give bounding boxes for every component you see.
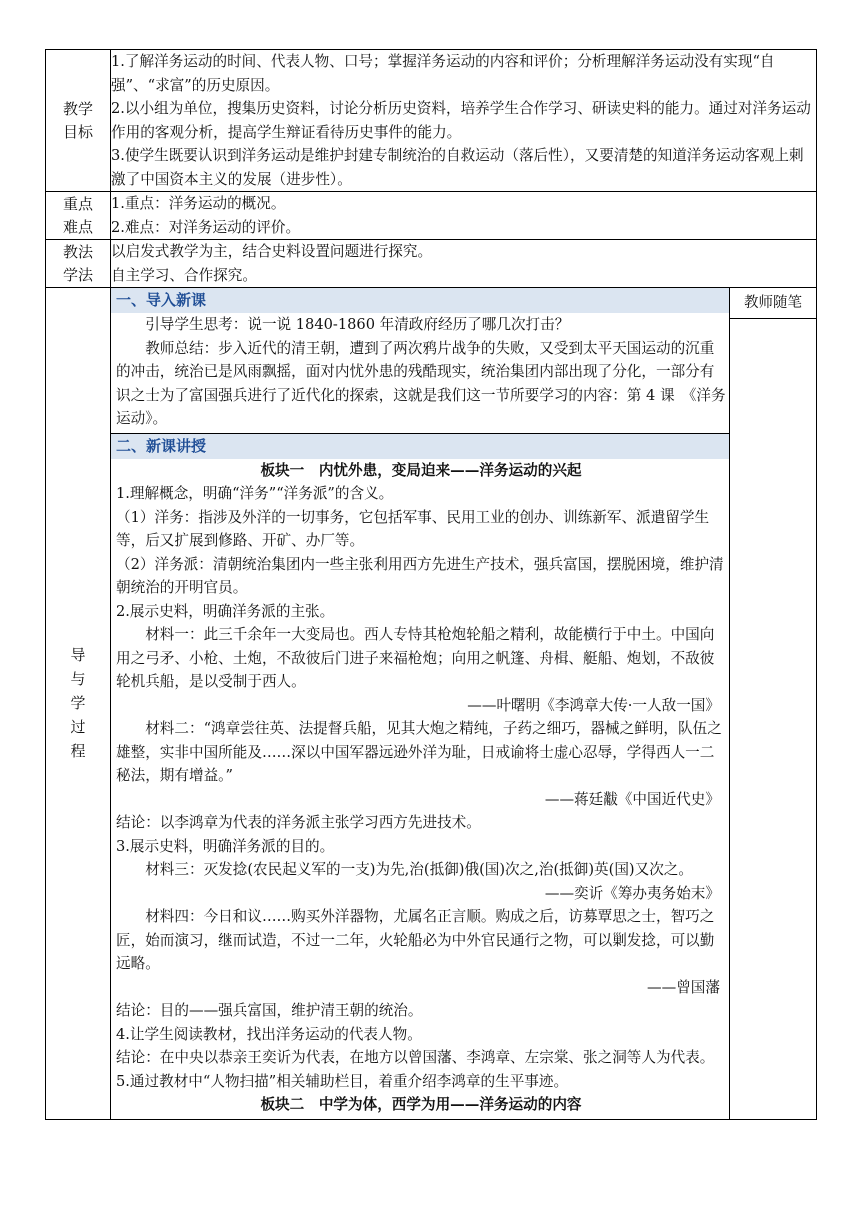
process-label-text: 导与学过程 <box>70 646 86 761</box>
step-3: 3.展示史料，明确洋务派的目的。 <box>116 837 335 855</box>
objective-item: 1.了解洋务运动的时间、代表人物、口号；掌握洋务运动的内容和评价；分析理解洋务运动没有实现“自强”、“求富”的历史原因。 <box>111 53 775 94</box>
block1-title: 板块一 内忧外患，变局迫来——洋务运动的兴起 <box>260 461 582 479</box>
step-5: 5.通过教材中“人物扫描”相关辅助栏目，着重介绍李鸿章的生平事迹。 <box>116 1072 569 1090</box>
key-point-item: 2.难点：对洋务运动的评价。 <box>111 218 301 236</box>
objectives-label-text: 教学 目标 <box>62 99 93 141</box>
methods-label <box>46 240 111 288</box>
method-item: 自主学习、合作探究。 <box>111 266 257 284</box>
block2-title: 板块二 中学为体，西学为用——洋务运动的内容 <box>260 1096 582 1113</box>
lesson-plan-table <box>45 49 817 1120</box>
methods-label-text: 教法 学法 <box>62 242 93 284</box>
lecture-heading: 二、新课讲授 <box>111 434 729 459</box>
material-3: 材料三：灭发捻(农民起义军的一支)为先,治(抵御)俄(国)次之,治(抵御)英(国)又次之。 <box>145 861 693 878</box>
lecture-cell <box>111 433 730 1119</box>
objective-item: 3.使学生既要认识到洋务运动是维护封建专制统治的自救运动（落后性），又要清楚的知道洋务运动客观上刺激了中国资本主义的发展（进步性）。 <box>111 147 804 188</box>
conclusion-2: 结论：目的——强兵富国，维护清王朝的统治。 <box>116 1002 423 1019</box>
step-1a: （1）洋务：指涉及外洋的一切事务，它包括军事、民用工业的创办、训练新军、派遣留学生等，后又扩展到修路、开矿、办厂等。 <box>116 508 710 549</box>
material-3-source: ——奕䜣《筹办夷务始末》 <box>544 884 720 902</box>
intro-heading: 一、导入新课 <box>111 288 729 313</box>
teacher-notes-column <box>730 288 817 1120</box>
intro-summary: 教师总结：步入近代的清王朝，遭到了两次鸦片战争的失败，又受到太平天国运动的沉重的冲击，统治已是风雨飘摇，面对内忧外患的残酷现实，统治集团内部出现了分化，一部分有识之士为了富国强兵进行了近代化的探索，这就是我们这一节所要学习的内容：第 4 课 《洋务运动》。 <box>116 339 726 427</box>
material-4-source: ——曾国藩 <box>647 978 720 996</box>
key-points-label <box>46 192 111 240</box>
methods-content <box>111 240 817 288</box>
conclusion-3: 结论：在中央以恭亲王奕䜣为代表，在地方以曾国藩、李鸿章、左宗棠、张之洞等人为代表。 <box>116 1049 715 1066</box>
step-1: 1.理解概念，明确“洋务”“洋务派”的含义。 <box>116 485 394 502</box>
objectives-content <box>111 50 817 192</box>
material-1-source: ——叶曙明《李鸿章大传·一人敌一国》 <box>467 696 720 714</box>
material-1: 材料一：此三千余年一大变局也。西人专恃其枪炮轮船之精利，故能横行于中土。中国向用之弓矛、小枪、土炮，不敌彼后门进子来福枪炮；向用之帆篷、舟楫、艇船、炮划，不敌彼轮机兵船，是以受制于西人。 <box>116 626 715 690</box>
method-item: 以启发式教学为主，结合史料设置问题进行探究。 <box>111 243 433 260</box>
lecture-row <box>46 433 817 1119</box>
process-label <box>46 288 111 1120</box>
intro-question: 引导学生思考：说一说 1840-1860 年清政府经历了哪几次打击？ <box>145 316 570 333</box>
step-2: 2.展示史料，明确洋务派的主张。 <box>116 602 335 620</box>
methods-row <box>46 240 817 288</box>
teacher-notes-header: 教师随笔 <box>730 288 816 319</box>
key-point-item: 1.重点：洋务运动的概况。 <box>111 195 286 212</box>
key-points-content <box>111 192 817 240</box>
material-2-source: ——蒋廷黻《中国近代史》 <box>544 790 720 808</box>
objectives-label <box>46 50 111 192</box>
objectives-row <box>46 50 817 192</box>
intro-row <box>46 288 817 434</box>
material-4: 材料四：今日和议……购买外洋器物，尤属名正言顺。购成之后，访募覃思之士，智巧之匠，始而演习，继而试造，不过一二年，火轮船必为中外官民通行之物，可以剿发捻，可以勤远略。 <box>116 908 715 972</box>
objective-item: 2.以小组为单位，搜集历史资料，讨论分析历史资料，培养学生合作学习、研读史料的能力。通过对洋务运动作用的客观分析，提高学生辩证看待历史事件的能力。 <box>111 100 811 141</box>
intro-cell <box>111 288 730 434</box>
material-2: 材料二：“鸿章尝往英、法提督兵船，见其大炮之精纯，子药之细巧，器械之鲜明，队伍之雄整，实非中国所能及……深以中国军器远逊外洋为耻，日戒谕将士虚心忍辱，学得西人一二秘法，期有增益。” <box>116 720 722 784</box>
step-1b: （2）洋务派：清朝统治集团内一些主张利用西方先进生产技术，强兵富国，摆脱困境，维护清朝统治的开明官员。 <box>116 555 724 596</box>
conclusion-1: 结论：以李鸿章为代表的洋务派主张学习西方先进技术。 <box>116 814 481 831</box>
key-points-row <box>46 192 817 240</box>
key-points-label-text: 重点 难点 <box>62 194 93 236</box>
step-4: 4.让学生阅读教材，找出洋务运动的代表人物。 <box>116 1025 422 1043</box>
